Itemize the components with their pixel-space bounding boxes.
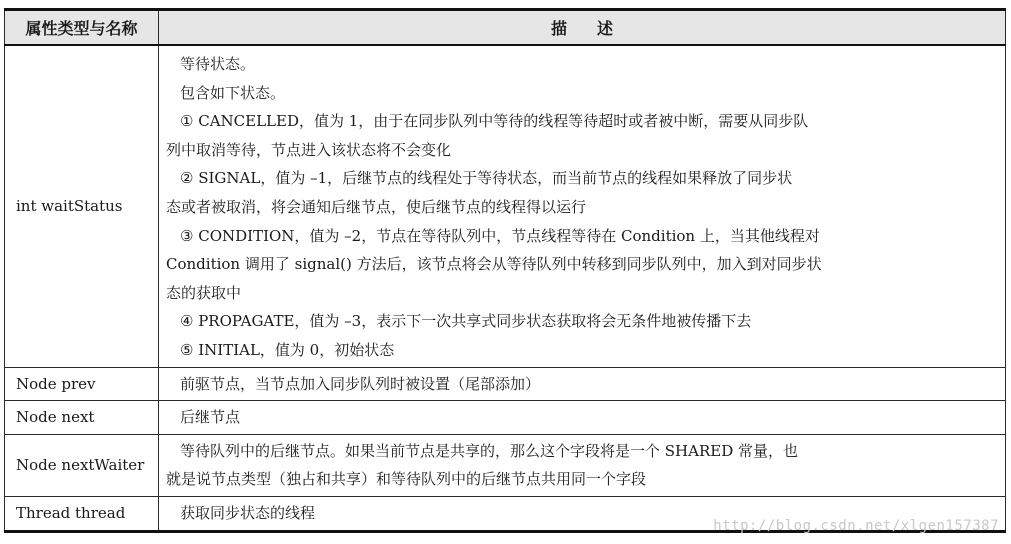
desc-line: ⑤ INITIAL，值为 0，初始状态 xyxy=(180,340,395,359)
desc-line: 态或者被取消，将会通知后继节点，使后继节点的线程得以运行 xyxy=(166,197,587,216)
row-desc-next xyxy=(159,401,1006,435)
node-attribute-table xyxy=(4,8,1006,533)
desc-line: ③ CONDITION，值为 –2，节点在等待队列中，节点线程等待在 Condition 上，当其他线程对 xyxy=(180,226,820,245)
desc-line: ④ PROPAGATE，值为 –3，表示下一次共享式同步状态获取将会无条件地被传播下去 xyxy=(180,312,752,331)
watermark-text: http://blog.csdn.net/xlgen157387 xyxy=(713,518,999,534)
header-attribute-name: 属性类型与名称 xyxy=(5,10,159,46)
header-description: 描述 xyxy=(159,10,1006,46)
row-name-waitstatus: int waitStatus xyxy=(5,45,159,367)
attribute-table-container xyxy=(4,8,1005,533)
desc-line: Condition 调用了 signal() 方法后，该节点将会从等待队列中转移到同步队列中，加入到对同步状 xyxy=(166,255,822,274)
desc-line: ② SIGNAL，值为 –1，后继节点的线程处于等待状态，而当前节点的线程如果释放了同步状 xyxy=(180,169,793,188)
table-row xyxy=(5,367,1006,401)
row-name-next: Node next xyxy=(5,401,159,435)
row-desc-prev xyxy=(159,367,1006,401)
row-name-prev: Node prev xyxy=(5,367,159,401)
row-name-thread: Thread thread xyxy=(5,496,159,531)
desc-line: 前驱节点，当节点加入同步队列时被设置（尾部添加） xyxy=(180,374,541,393)
desc-line: 列中取消等待，节点进入该状态将不会变化 xyxy=(166,140,452,159)
table-row xyxy=(5,401,1006,435)
desc-line: 态的获取中 xyxy=(166,283,242,302)
desc-line: 等待状态。 xyxy=(180,55,256,73)
desc-line: 等待队列中的后继节点。如果当前节点是共享的，那么这个字段将是一个 SHARED 常量，也 xyxy=(180,441,798,460)
desc-line: 获取同步状态的线程 xyxy=(180,503,316,522)
desc-line: ① CANCELLED，值为 1，由于在同步队列中等待的线程等待超时或者被中断，需要从同步队 xyxy=(180,112,809,131)
desc-line: 后继节点 xyxy=(180,408,241,427)
row-desc-waitstatus xyxy=(159,45,1006,367)
row-desc-nextwaiter xyxy=(159,434,1006,496)
table-row xyxy=(5,45,1006,367)
row-name-nextwaiter: Node nextWaiter xyxy=(5,434,159,496)
desc-line: 包含如下状态。 xyxy=(180,83,286,102)
table-row xyxy=(5,434,1006,496)
desc-line: 就是说节点类型（独占和共享）和等待队列中的后继节点共用同一个字段 xyxy=(166,470,647,489)
table-header-row xyxy=(5,10,1006,46)
